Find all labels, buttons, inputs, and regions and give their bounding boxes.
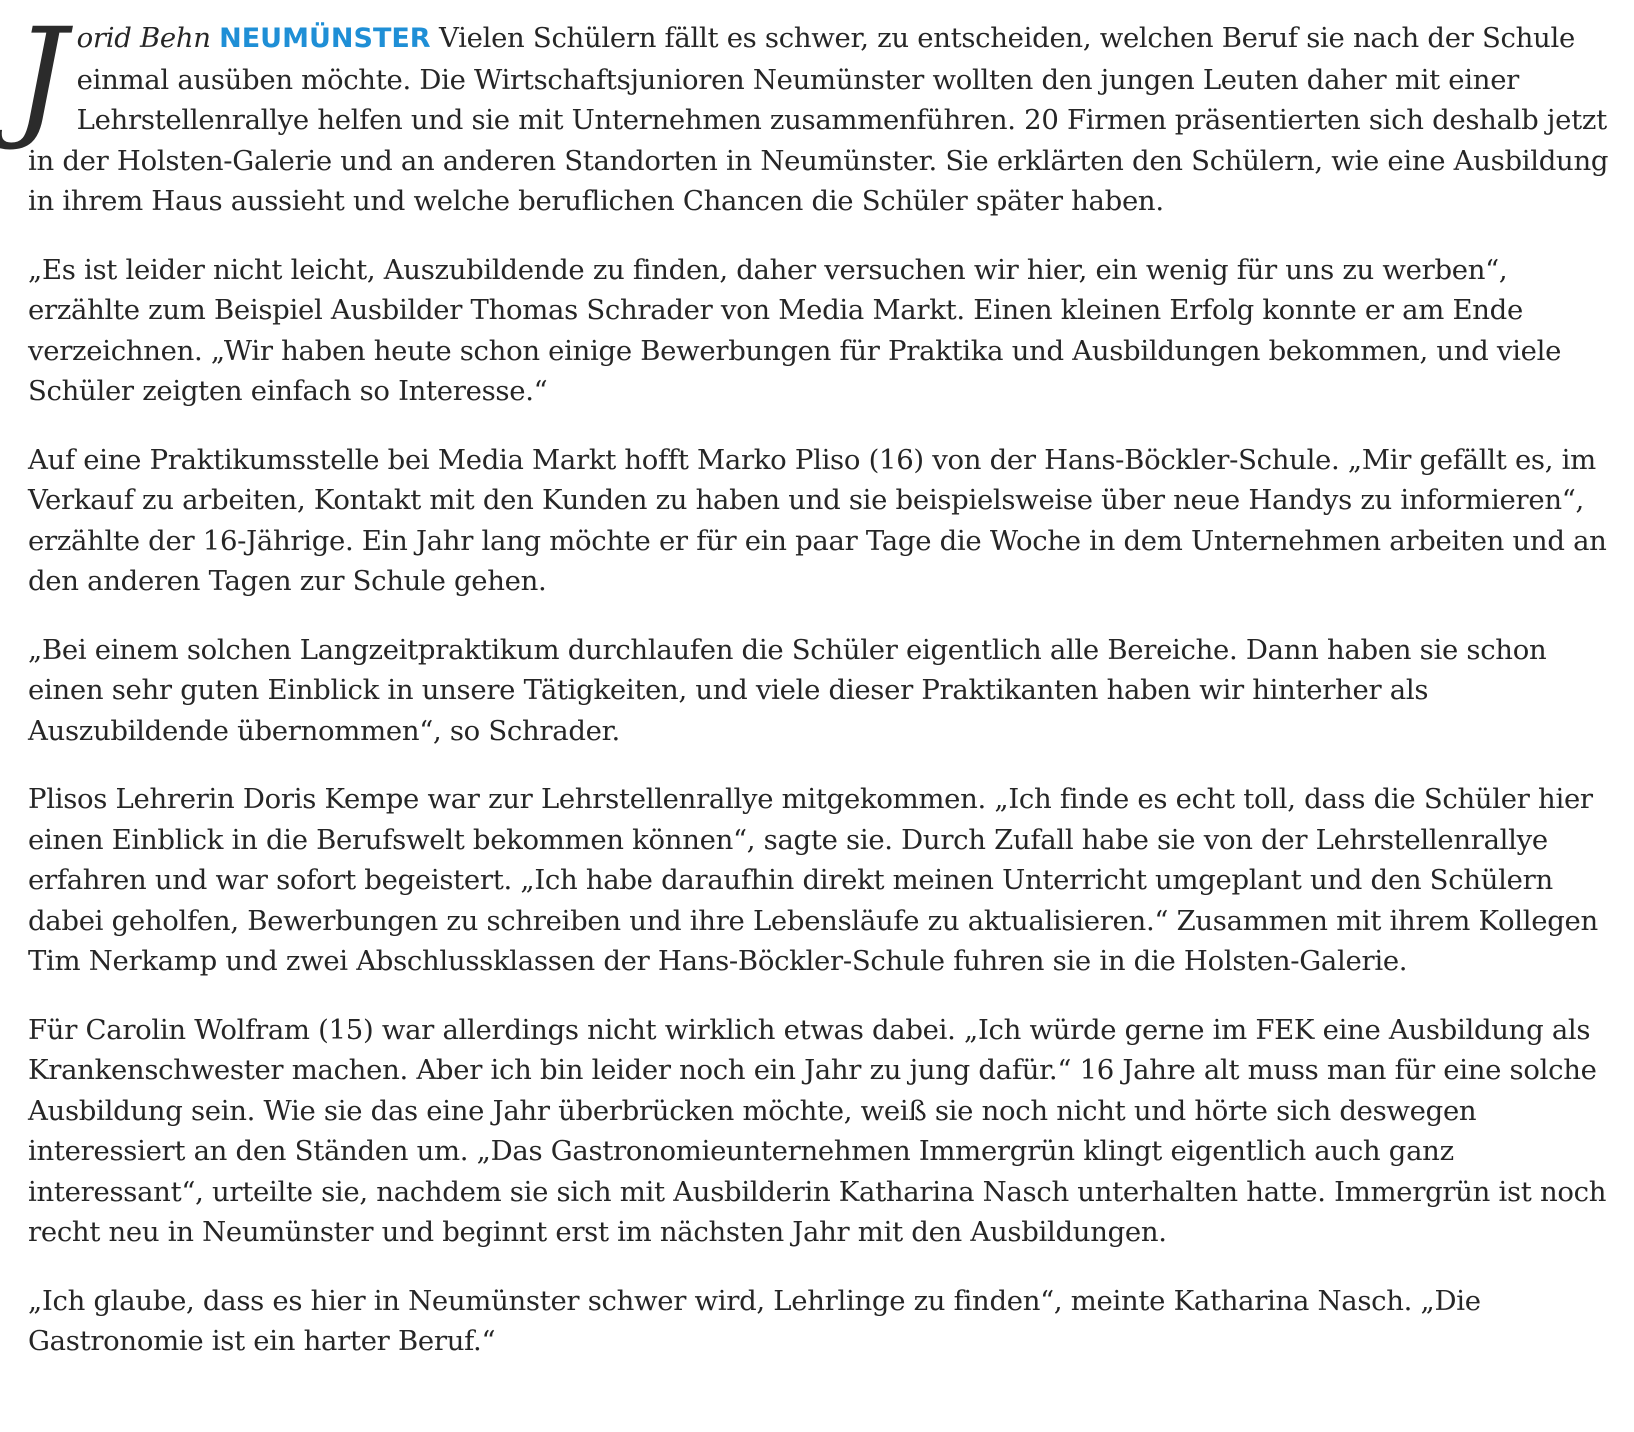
article-paragraph-4: „Bei einem solchen Langzeitpraktikum durchlaufen die Schüler eigentlich alle Bereiche. Dann haben sie schon einen sehr guten Einblick in unsere Tätigkeiten, und viele dieser Praktikanten haben wir hinterher als Auszubildende übernommen“, so Schrader.: [28, 633, 1547, 747]
article-paragraph-1: [14, 0, 1618, 222]
dateline: NEUMÜNSTER: [219, 23, 431, 54]
article-paragraph-3: Auf eine Praktikumsstelle bei Media Markt hofft Marko Pliso (16) von der Hans-Böckler-Schule. „Mir gefällt es, im Verkauf zu arbeiten, Kontakt mit den Kunden zu haben und sie beispielsweise über neue Handys zu informieren“, erzählte der 16-Jährige. Ein Jahr lang möchte er für ein paar Tage die Woche in dem Unternehmen arbeiten und an den anderen Tagen zur Schule gehen.: [28, 443, 1607, 597]
article-paragraph-2: „Es ist leider nicht leicht, Auszubildende zu finden, daher versuchen wir hier, ein wenig für uns zu werben“, erzählte zum Beispiel Ausbilder Thomas Schrader von Media Markt. Einen kleinen Erfolg konnte er am Ende verzeichnen. „Wir haben heute schon einige Bewerbungen für Praktika und Ausbildungen bekommen, und viele Schüler zeigten einfach so Interesse.“: [28, 253, 1562, 407]
article-paragraph-5: Plisos Lehrerin Doris Kempe war zur Lehrstellenrallye mitgekommen. „Ich finde es echt toll, dass die Schüler hier einen Einblick in die Berufswelt bekommen können“, sagte sie. Durch Zufall habe sie von der Lehrstellenrallye erfahren und war sofort begeistert. „Ich habe daraufhin direkt meinen Unterricht umgeplant und den Schülern dabei geholfen, Bewerbungen zu schreiben und ihre Lebensläufe zu aktualisieren.“ Zusammen mit ihrem Kollegen Tim Nerkamp und zwei Abschlussklassen der Hans-Böckler-Schule fuhren sie in die Holsten-Galerie.: [28, 783, 1598, 977]
drop-cap: J: [14, 0, 67, 154]
article-paragraph-6: Für Carolin Wolfram (15) war allerdings nicht wirklich etwas dabei. „Ich würde gerne im FEK eine Ausbildung als Krankenschwester machen. Aber ich bin leider noch ein Jahr zu jung dafür.“ 16 Jahre alt muss man für eine solche Ausbildung sein. Wie sie das eine Jahr überbrücken möchte, weiß sie noch nicht und hörte sich deswegen interessiert an den Ständen um. „Das Gastronomieunternehmen Immergrün klingt eigentlich auch ganz interessant“, urteilte sie, nachdem sie sich mit Ausbilderin Katharina Nasch unterhalten hatte. Immergrün ist noch recht neu in Neumünster und beginnt erst im nächsten Jahr mit den Ausbildungen.: [28, 1013, 1607, 1248]
paragraph-text: Vielen Schülern fällt es schwer, zu entscheiden, welchen Beruf sie nach der Schule einmal ausüben möchte. Die Wirtschaftsjunioren Neumünster wollten den jungen Leuten daher mit einer Lehrstellenrallye helfen und sie mit Unternehmen zusammenführen. 20 Firmen präsentierten sich deshalb jetzt in der Holsten-Galerie und an anderen Standorten in Neumünster. Sie erklärten den Schülern, wie eine Ausbildung in ihrem Haus aussieht und welche beruflichen Chancen die Schüler später haben.: [28, 22, 1609, 217]
article-paragraph-7: „Ich glaube, dass es hier in Neumünster schwer wird, Lehrlinge zu finden“, meinte Katharina Nasch. „Die Gastronomie ist ein harter Beruf.“: [28, 1284, 1481, 1357]
author-byline: orid Behn: [76, 22, 211, 54]
